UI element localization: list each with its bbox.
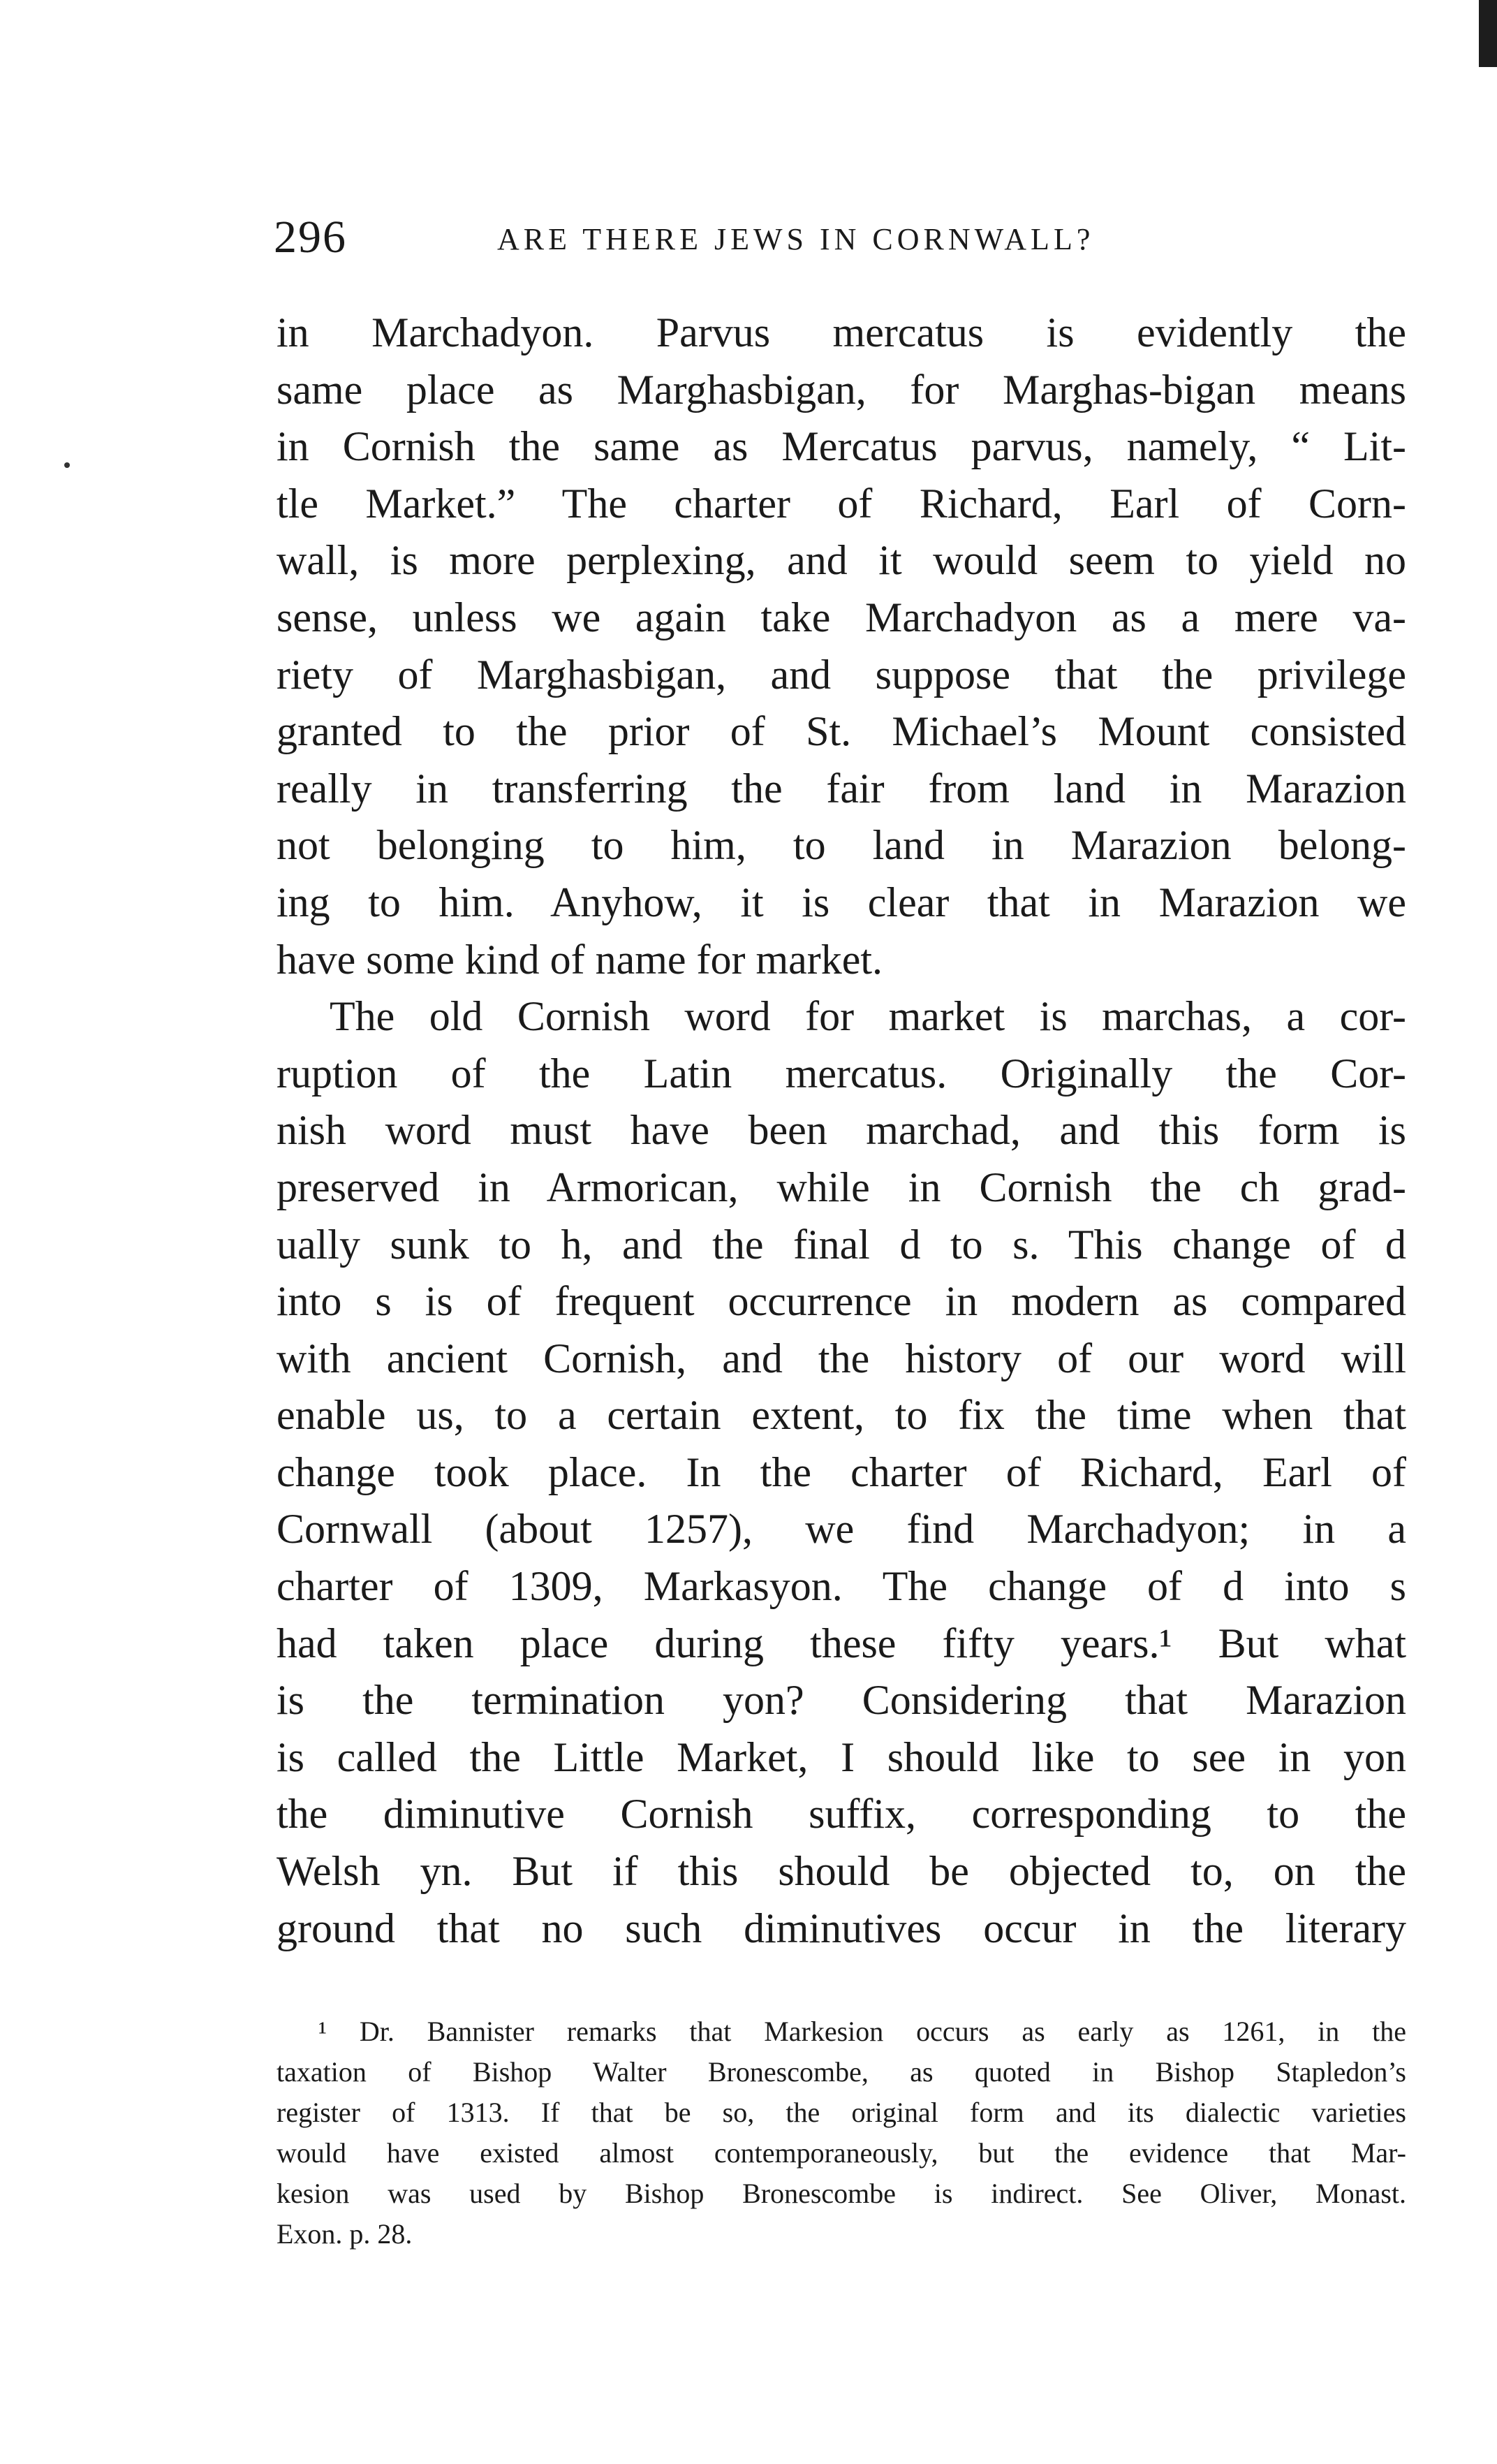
footnote-line: kesion was used by Bishop Bronescombe is indirect. See Oliver, Monast. [276, 2178, 1406, 2209]
footnote-line: ¹ Dr. Bannister remarks that Markesion occurs as early as 1261, in the [318, 2016, 1406, 2047]
body-line: Welsh yn. But if this should be objected to, on the [276, 1848, 1406, 1895]
running-head [274, 210, 1412, 265]
body-line: ing to him. Anyhow, it is clear that in Marazion we [276, 879, 1406, 925]
body-line: preserved in Armorican, while in Cornish the ch grad- [276, 1164, 1406, 1210]
body-line: not belonging to him, to land in Marazion belong- [276, 822, 1406, 869]
scan-edge-mark [1479, 0, 1497, 67]
footnote-line: taxation of Bishop Walter Bronescombe, as quoted in Bishop Stapledon’s [276, 2056, 1406, 2088]
body-line: tle Market.” The charter of Richard, Earl of Corn- [276, 480, 1406, 527]
body-line: ground that no such diminutives occur in the literary [276, 1905, 1406, 1951]
body-line: in Marchadyon. Parvus mercatus is evidently the [276, 309, 1406, 355]
running-title: ARE THERE JEWS IN CORNWALL? [497, 222, 1095, 256]
body-line: ually sunk to h, and the final d to s. This change of d [276, 1221, 1406, 1268]
body-line: Cornwall (about 1257), we find Marchadyon; in a [276, 1506, 1406, 1553]
body-line: The old Cornish word for market is marchas, a cor- [330, 993, 1406, 1040]
body-line: with ancient Cornish, and the history of our word will [276, 1335, 1406, 1381]
scan-speck [64, 462, 70, 468]
body-line: granted to the prior of St. Michael’s Mount consisted [276, 708, 1406, 755]
body-line: same place as Marghasbigan, for Marghas-bigan means [276, 366, 1406, 413]
body-line: wall, is more perplexing, and it would seem to yield no [276, 537, 1406, 584]
body-line: change took place. In the charter of Richard, Earl of [276, 1449, 1406, 1495]
body-line: enable us, to a certain extent, to fix the time when that [276, 1392, 1406, 1439]
body-text [276, 305, 1406, 1957]
body-line: ruption of the Latin mercatus. Originally the Cor- [276, 1050, 1406, 1097]
footnotes [276, 2011, 1406, 2254]
body-line: riety of Marghasbigan, and suppose that the privilege [276, 651, 1406, 698]
body-line: charter of 1309, Markasyon. The change of d into s [276, 1563, 1406, 1610]
body-line: have some kind of name for market. [276, 936, 883, 983]
body-line: had taken place during these fifty years.¹ But what [276, 1620, 1406, 1666]
body-line: is the termination yon? Considering that Marazion [276, 1677, 1406, 1724]
footnote-line: register of 1313. If that be so, the original form and its dialectic varieties [276, 2097, 1406, 2128]
footnote-line: Exon. p. 28. [276, 2218, 413, 2250]
body-line: sense, unless we again take Marchadyon as a mere va- [276, 594, 1406, 640]
body-line: in Cornish the same as Mercatus parvus, namely, “ Lit- [276, 423, 1406, 470]
footnote-line: would have existed almost contemporaneously, but the evidence that Mar- [276, 2137, 1406, 2169]
body-line: nish word must have been marchad, and this form is [276, 1107, 1406, 1154]
body-line: into s is of frequent occurrence in modern as compared [276, 1278, 1406, 1325]
body-line: really in transferring the fair from land in Marazion [276, 765, 1406, 812]
body-line: the diminutive Cornish suffix, corresponding to the [276, 1791, 1406, 1838]
body-line: is called the Little Market, I should like to see in yon [276, 1733, 1406, 1780]
page-number: 296 [274, 212, 347, 263]
